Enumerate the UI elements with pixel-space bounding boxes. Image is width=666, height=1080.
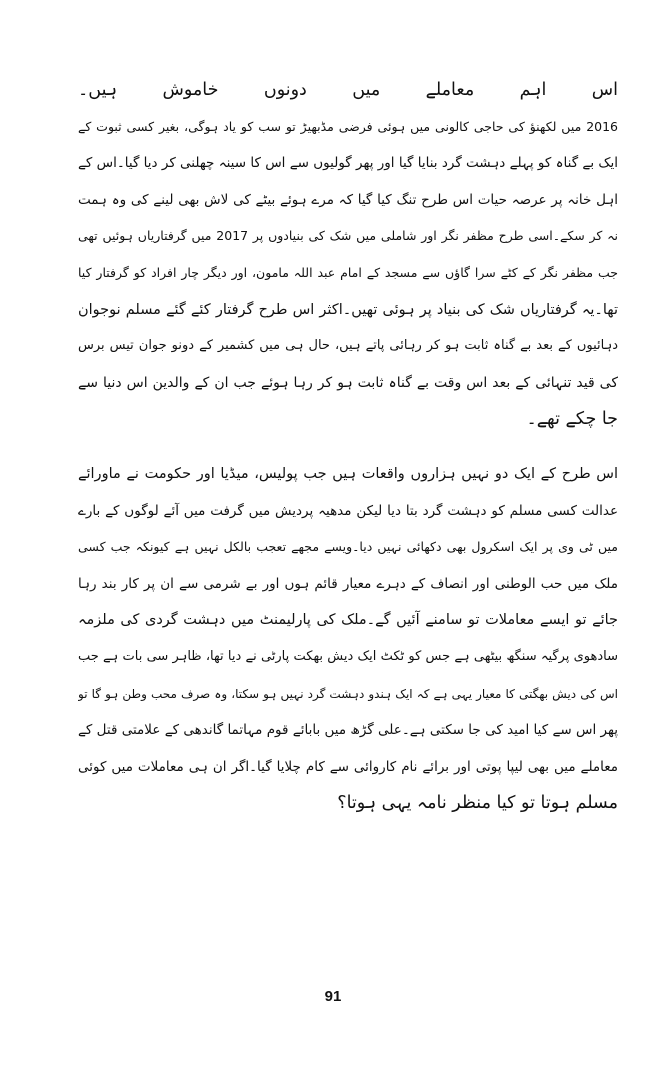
- text-line: معاملے میں بھی لیپا پوتی اور برائے نام کاروائی سے کام چلایا گیا۔اگر ان ہی معاملات میں کوئی: [78, 758, 618, 775]
- text-line: جا چکے تھے۔: [526, 409, 618, 430]
- text-line: اس کی دیش بھگتی کا معیار یہی ہے کہ ایک ہندو دہشت گرد نہیں ہو سکتا، وہ صرف محب وطن ہو گا تو: [78, 686, 618, 701]
- text-line: ملک میں حب الوطنی اور انصاف کے دہرے معیار قائم ہوں اور بے شرمی سے ان پر کار بند رہا: [78, 575, 618, 592]
- text-line: نہ کر سکے۔اسی طرح مظفر نگر اور شاملی میں شک کی بنیادوں پر 2017 میں گرفتاریاں ہوئیں تھی: [78, 228, 618, 244]
- page-number: 91: [324, 988, 342, 1005]
- text-line: تھا۔یہ گرفتاریاں شک کی بنیاد پر ہوئی تھیں۔اکثر اس طرح گرفتار کئے گئے مسلم نوجوان: [78, 301, 618, 318]
- text-line: جائے تو ایسے معاملات تو سامنے آئیں گے۔ملک کی پارلیمنٹ میں دہشت گردی کی ملزمہ: [78, 612, 618, 629]
- paragraph: [78, 456, 618, 822]
- text-line: اس طرح کے ایک دو نہیں ہزاروں واقعات ہیں جب پولیس، میڈیا اور حکومت نے ماورائے: [78, 465, 618, 482]
- text-line: مسلم ہوتا تو کیا منظر نامہ یہی ہوتا؟: [337, 793, 618, 814]
- text-line: جب مظفر نگر کے کٹے سرا گاؤں سے مسجد کے امام عبد اللہ مامون، اور دیگر چار افراد کو گرفتار کیا: [78, 264, 618, 280]
- text-line: پھر اس سے کیا امید کی جا سکتی ہے۔علی گڑھ میں بابائے قوم مہاتما گاندھی کے علامتی قتل کے: [78, 722, 618, 739]
- paragraph-gap: [78, 438, 618, 456]
- paragraph: [78, 72, 618, 438]
- text-line: دہائیوں کے بعد بے گناہ ثابت ہو کر رہائی پاتے ہیں، حال ہی میں کشمیر کے دونو جوان تیس برس: [78, 338, 618, 354]
- body-text: [78, 72, 618, 822]
- text-line: کی قید تنہائی کے بعد اس وقت بے گناہ ثابت ہو کر رہا ہوئے جب ان کے والدین اس دنیا سے: [78, 374, 618, 391]
- text-line: اس اہم معاملے میں دونوں خاموش ہیں۔: [78, 80, 618, 100]
- text-line: 2016 میں لکھنؤ کی حاجی کالونی میں ہوئی فرضی مڈبھیڑ تو سب کو یاد ہوگی، بغیر کسی ثبوت کے: [78, 118, 618, 134]
- text-line: سادھوی پرگیہ سنگھ بیٹھی ہے جس کو ٹکٹ ایک دیش بھکت پارٹی نے دیا تھا، ظاہر سی بات ہے جب: [78, 648, 618, 664]
- text-line: میں ٹی وی پر ایک اسکرول بھی دکھائی نہیں دیا۔ویسے مجھے تعجب بالکل نہیں ہے کیونکہ جب کسی: [78, 539, 618, 555]
- text-line: ایک بے گناہ کو پہلے دہشت گرد بنایا گیا اور پھر گولیوں سے اس کا سینہ چھلنی کر دیا گیا۔اس کے: [78, 155, 618, 172]
- text-line: اہل خانہ پر عرصہ حیات اس طرح تنگ کیا گیا کہ مرے ہوئے بیٹے کی لاش بھی لینے کی وہ ہمت: [78, 191, 618, 208]
- text-line: عدالت کسی مسلم کو دہشت گرد بتا دیا لیکن مدھیہ پردیش میں گرفت میں آئے لوگوں کے بارے: [78, 502, 618, 519]
